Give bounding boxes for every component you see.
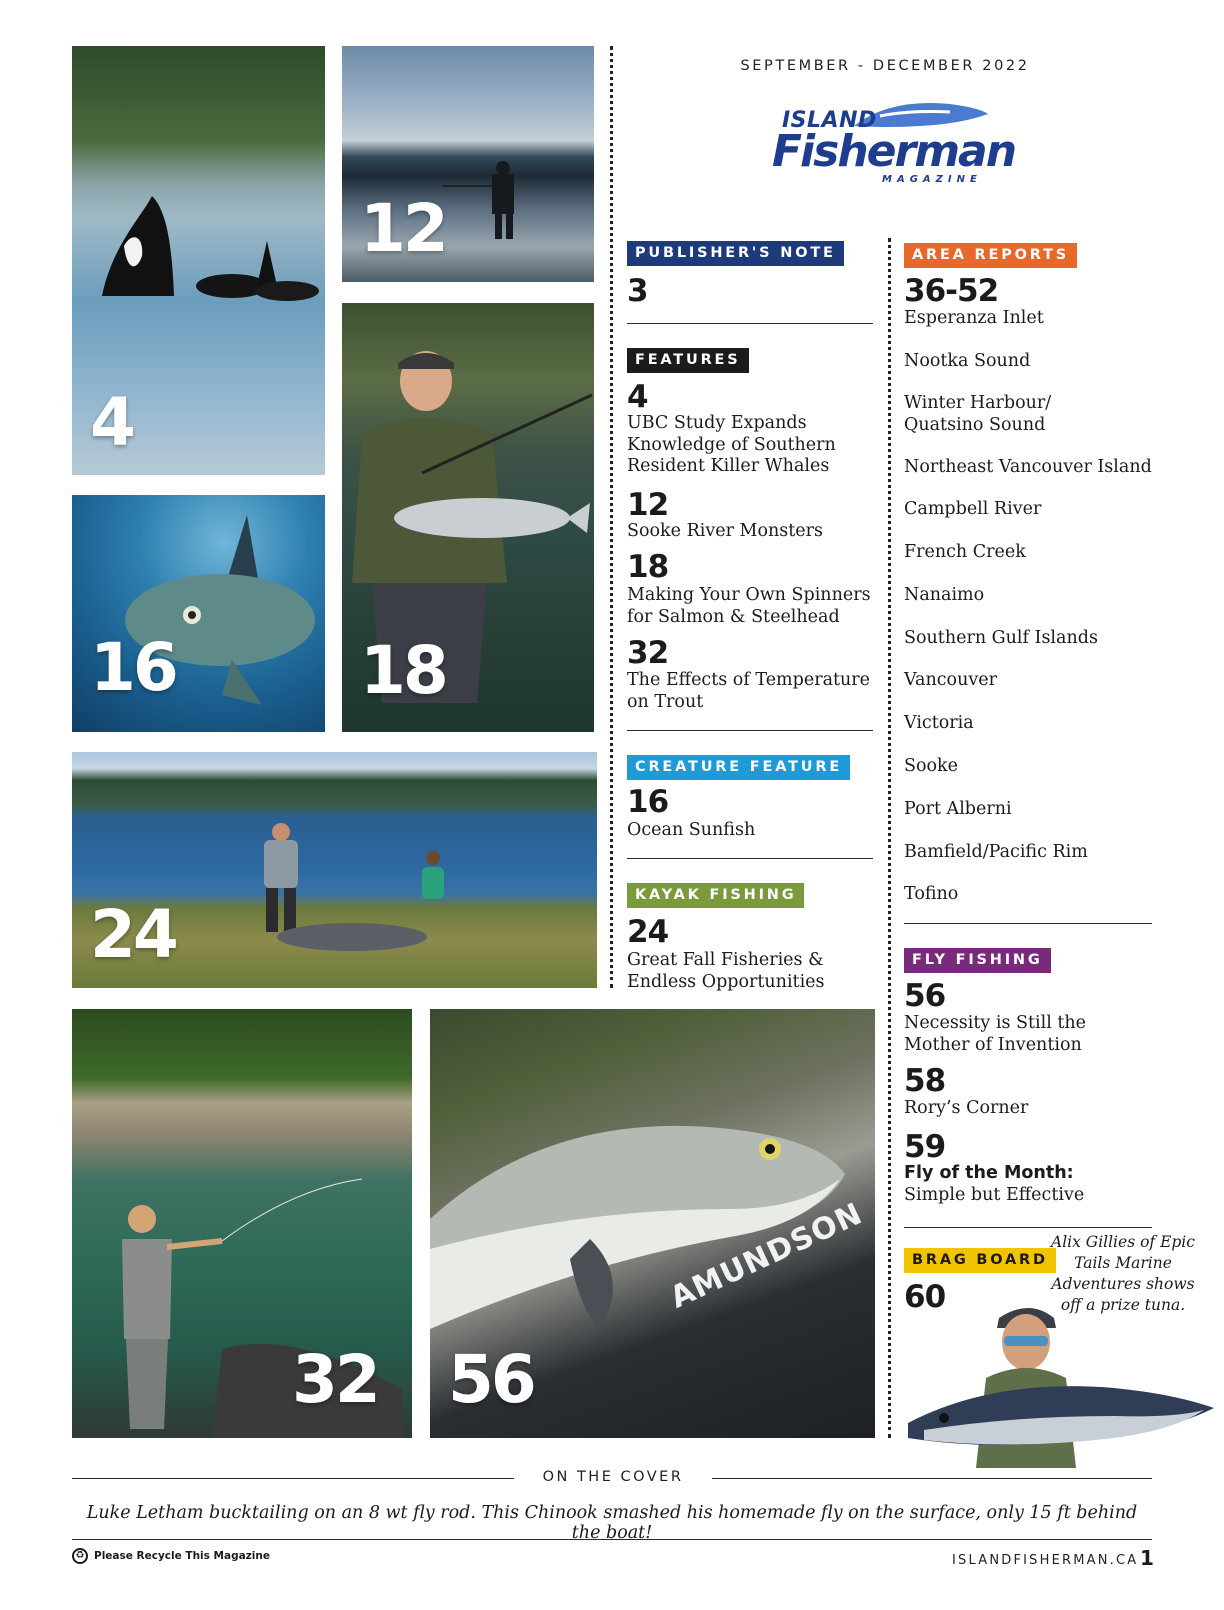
folio-page-number: 1 [1140,1546,1154,1570]
page-number-56: 56 [448,1341,534,1418]
cover-rule-right [712,1478,1152,1479]
feature-page: 32 [627,635,669,671]
photo-steelhead-catch [342,303,594,732]
creature-feature-title[interactable]: Ocean Sunfish [627,820,756,840]
badge-fly-fishing: FLY FISHING [904,948,1051,973]
brag-board-page: 60 [904,1279,946,1315]
area-item[interactable]: Southern Gulf Islands [904,628,1098,648]
fly-fishing-page: 56 [904,978,946,1014]
logo-magazine: MAGAZINE [882,174,982,185]
area-item[interactable]: French Creek [904,542,1026,562]
footer-rule [72,1539,1152,1540]
area-item[interactable]: Sooke [904,756,959,776]
recycle-icon: ♻ [72,1548,88,1564]
column-divider-right [888,238,891,1438]
page-number-24: 24 [90,896,176,973]
on-the-cover-label: ON THE COVER [542,1469,684,1485]
feature-title[interactable]: Making Your Own Spinners for Salmon & Steelhead [627,585,871,627]
badge-creature-feature: CREATURE FEATURE [627,755,850,780]
creature-feature-page: 16 [627,784,669,820]
section-rule [904,1227,1152,1228]
fly-of-the-month-label: Fly of the Month: [904,1163,1074,1183]
page-number-16: 16 [90,629,176,706]
page-number-4: 4 [90,384,133,461]
area-item[interactable]: Esperanza Inlet [904,308,1044,328]
feature-title[interactable]: Sooke River Monsters [627,521,823,541]
recycle-text: Please Recycle This Magazine [94,1550,270,1562]
fly-fishing-page: 58 [904,1063,946,1099]
photo-kayak-fishing [72,752,597,988]
fly-of-the-month-subtitle: Simple but Effective [904,1184,1085,1205]
feature-title[interactable]: The Effects of Temperature on Trout [627,670,871,712]
area-item[interactable]: Winter Harbour/ Quatsino Sound [904,393,1052,435]
section-rule [627,323,873,324]
photo-killer-whales [72,46,325,475]
feature-page: 18 [627,549,669,585]
fly-fishing-title[interactable]: Rory’s Corner [904,1098,1029,1118]
fly-fishing-page: 59 [904,1129,946,1165]
fly-fishing-title[interactable]: Necessity is Still the Mother of Invention [904,1013,1087,1055]
area-item[interactable]: Nootka Sound [904,351,1031,371]
area-reports-page: 36-52 [904,273,999,309]
area-item[interactable]: Campbell River [904,499,1042,519]
section-rule [904,923,1152,924]
photo-chinook-salmon [430,1009,875,1438]
page-number-32: 32 [292,1341,378,1418]
photo-ocean-sunfish [72,495,325,732]
cover-description: Luke Letham bucktailing on an 8 wt fly rod. This Chinook smashed his homemade fly on the surface, only 15 ft behind the boat! [86,1503,1138,1543]
badge-brag-board: BRAG BOARD [904,1248,1056,1273]
logo-fisherman: Fisherman [772,126,1016,177]
area-item[interactable]: Tofino [904,884,959,904]
section-rule [627,730,873,731]
kayak-fishing-title[interactable]: Great Fall Fisheries & Endless Opportunities [627,950,825,992]
page-number-12: 12 [360,190,446,267]
area-item[interactable]: Victoria [904,713,974,733]
area-item[interactable]: Nanaimo [904,585,985,605]
column-divider-left [610,46,613,988]
cover-rule-left [72,1478,514,1479]
issue-date: SEPTEMBER - DECEMBER 2022 [740,58,1030,74]
feature-title[interactable]: UBC Study Expands Knowledge of Southern Resident Killer Whales [627,413,836,476]
kayak-fishing-page: 24 [627,914,669,950]
area-item[interactable]: Bamfield/Pacific Rim [904,842,1088,862]
section-rule [627,858,873,859]
recycle-note [72,1548,270,1564]
fly-fishing-title[interactable] [904,1163,1154,1206]
badge-publishers-note: PUBLISHER'S NOTE [627,241,844,266]
publishers-note-page: 3 [627,273,648,309]
feature-page: 12 [627,487,669,523]
badge-features: FEATURES [627,348,749,373]
page-number-18: 18 [360,632,446,709]
area-item[interactable]: Vancouver [904,670,997,690]
brag-board-caption: Alix Gillies of Epic Tails Marine Adventures shows off a prize tuna. [1051,1233,1195,1314]
logo-island: ISLAND [782,108,877,133]
feature-page: 4 [627,379,648,415]
badge-area-reports: AREA REPORTS [904,243,1077,268]
amundson-embroidery: AMUNDSON [665,1196,869,1316]
magazine-logo [772,96,1016,196]
photo-sooke-river-angler [342,46,594,282]
badge-kayak-fishing: KAYAK FISHING [627,883,804,908]
area-item[interactable]: Northeast Vancouver Island [904,457,1152,477]
website-link[interactable]: ISLANDFISHERMAN.CA [952,1553,1139,1568]
photo-fly-fishing-river [72,1009,412,1438]
area-item[interactable]: Port Alberni [904,799,1012,819]
